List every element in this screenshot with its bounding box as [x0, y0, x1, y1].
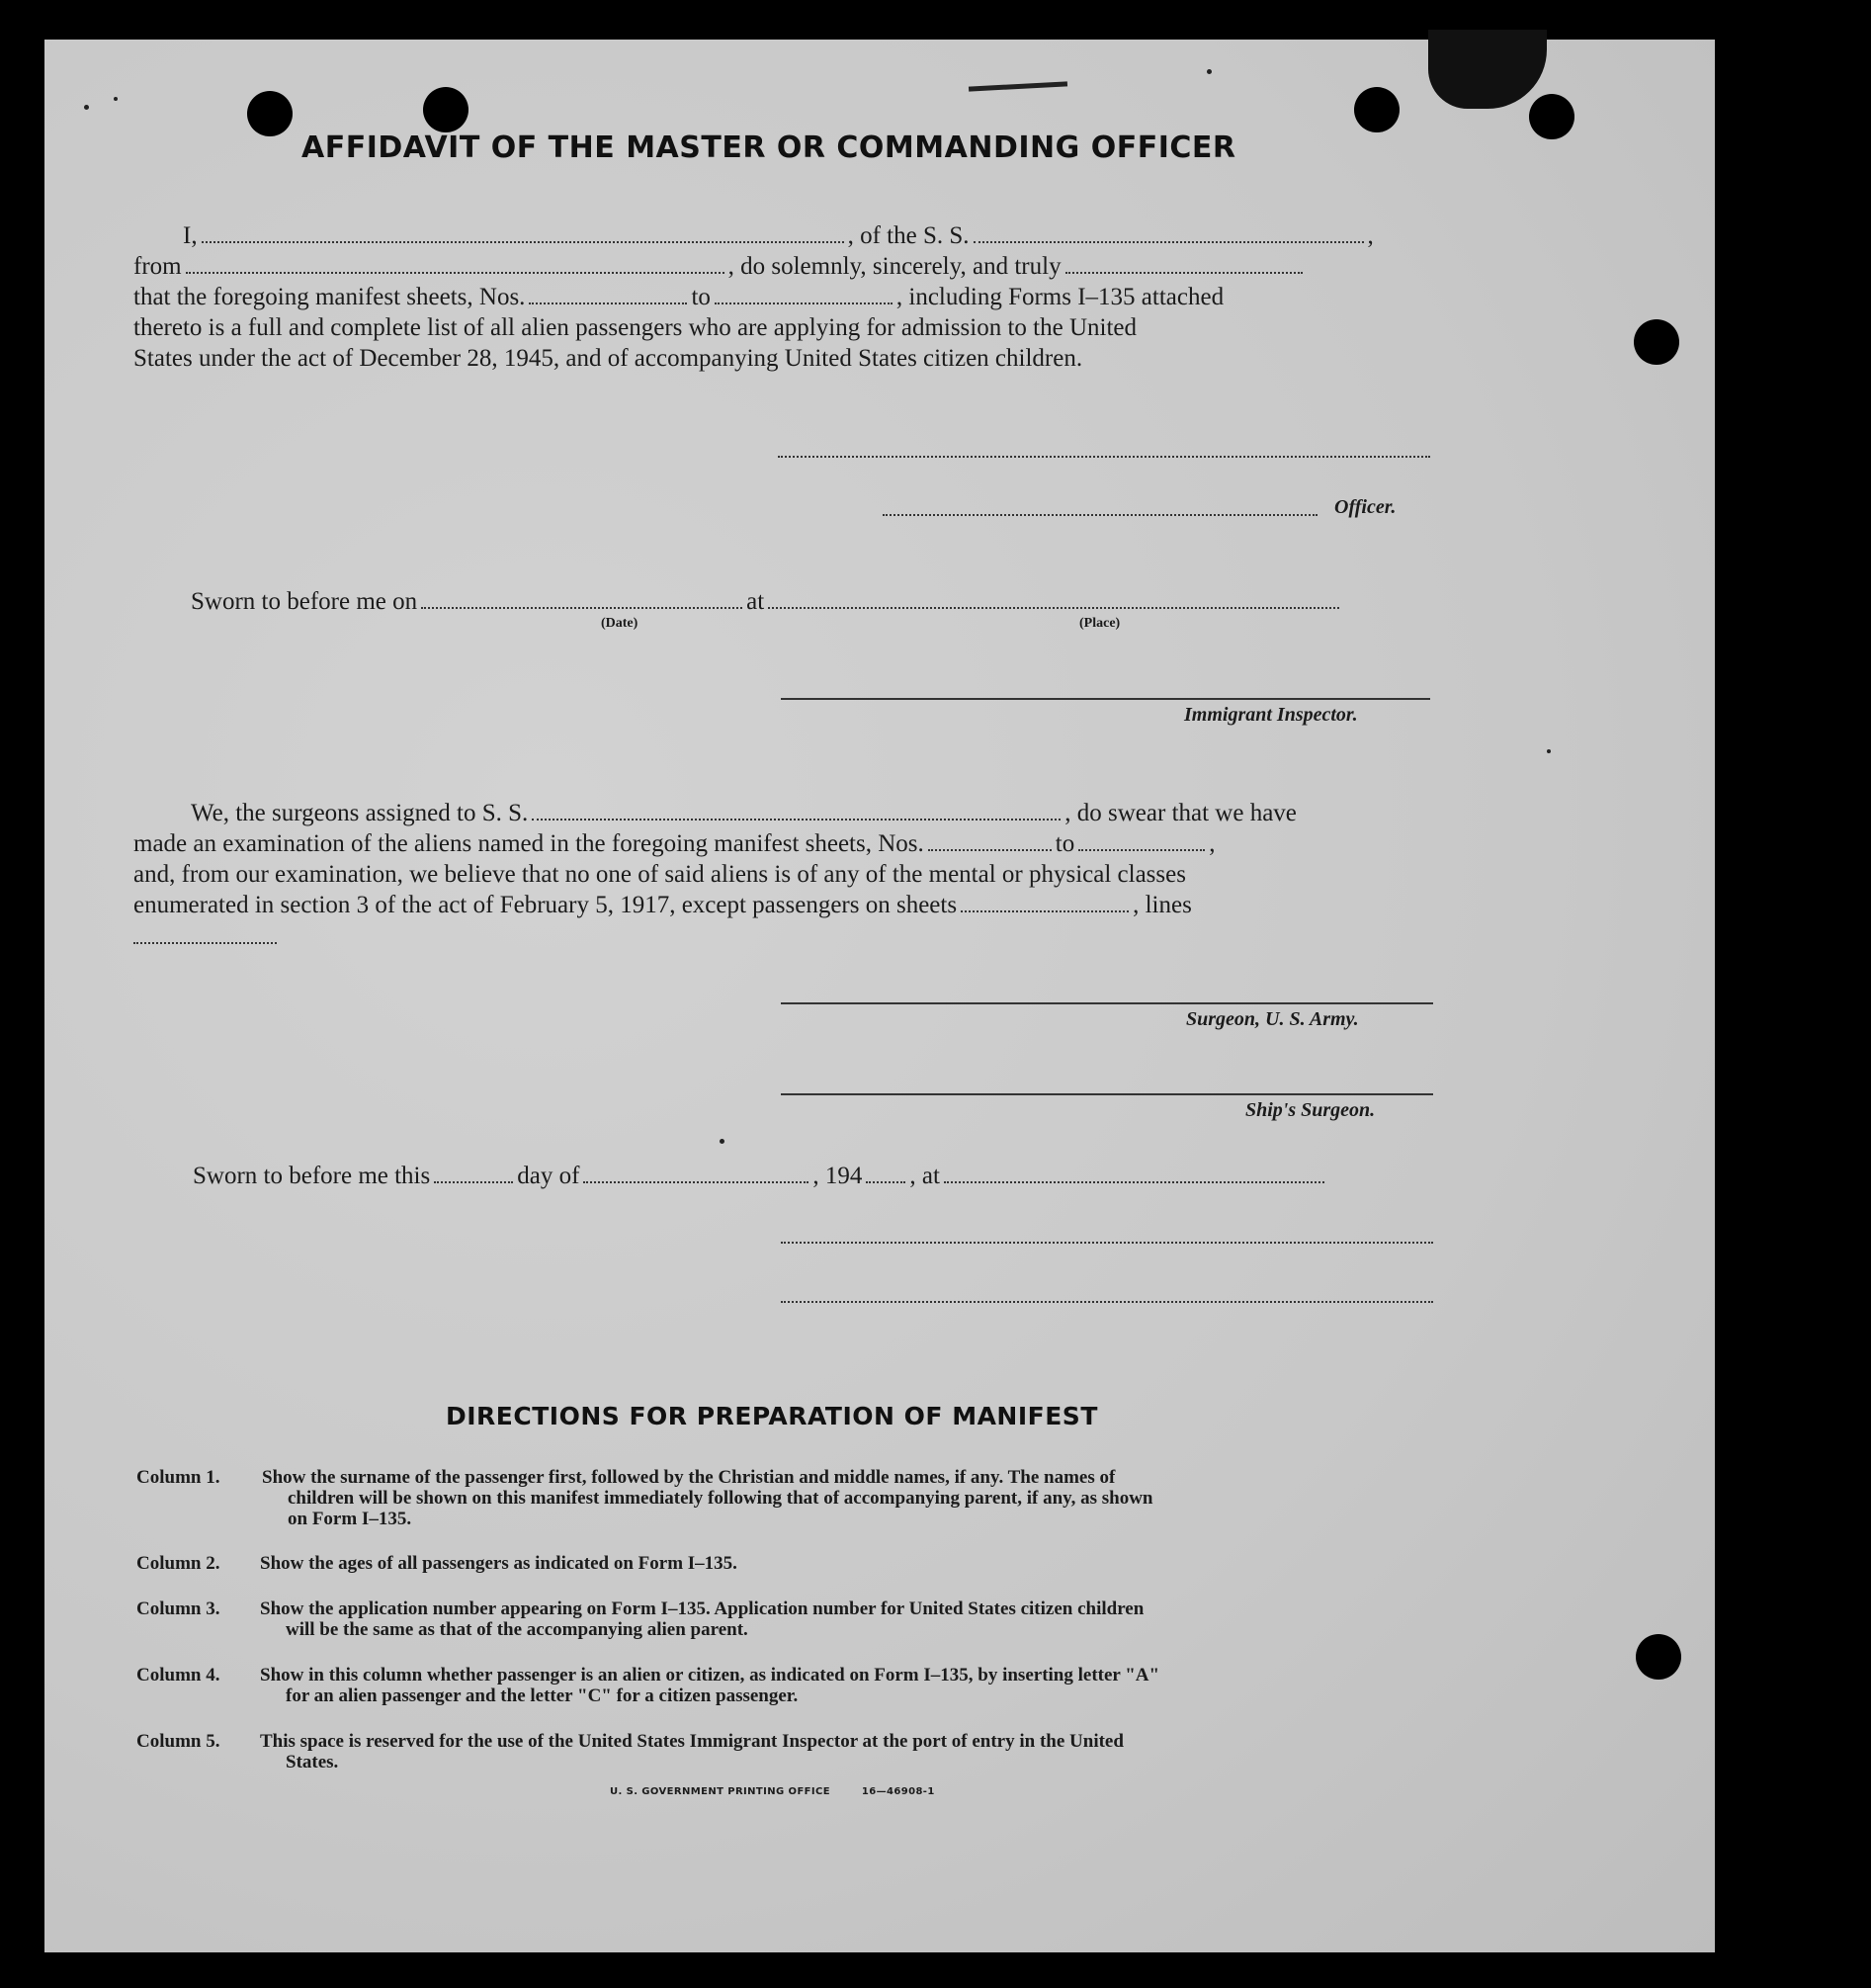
text: , — [1209, 830, 1216, 857]
sworn-signature-line-1 — [781, 1242, 1433, 1244]
nos-from-blank — [529, 285, 687, 304]
direction-label-3: Column 3. — [136, 1599, 220, 1619]
direction-label-5: Column 5. — [136, 1731, 220, 1752]
text: for an alien passenger and the letter "C" for a citizen passenger. — [286, 1685, 799, 1706]
surgeon-nos-from-blank — [928, 831, 1052, 851]
form-sheet — [44, 40, 1715, 1952]
direction-label-1: Column 1. — [136, 1467, 220, 1488]
punch-hole — [1636, 1634, 1681, 1680]
text: to — [1055, 830, 1075, 857]
sworn-date-place — [191, 586, 1343, 617]
month-blank — [583, 1164, 808, 1183]
from-blank — [186, 254, 724, 274]
text: day of — [517, 1163, 580, 1189]
army-surgeon-signature-line — [781, 1002, 1433, 1004]
officer-signature-line — [778, 456, 1430, 458]
text: We, the surgeons assigned to S. S. — [191, 800, 529, 826]
affidavit-line-3 — [133, 282, 1224, 312]
place-caption: (Place) — [1079, 616, 1121, 631]
date-caption: (Date) — [601, 616, 638, 631]
surgeons-line-1 — [191, 798, 1297, 828]
officer-name-line — [883, 514, 1318, 516]
day-blank — [434, 1164, 513, 1183]
text: made an examination of the aliens named in the foregoing manifest sheets, Nos. — [133, 830, 924, 857]
text: , including Forms I–135 attached — [895, 284, 1225, 310]
text: Show the ages of all passengers as indicated on Form I–135. — [260, 1553, 737, 1574]
affidavit-line-4: thereto is a full and complete list of all alien passengers who are applying for admission to the United — [133, 314, 1138, 341]
sworn-day-line — [193, 1161, 1328, 1191]
directions-title: DIRECTIONS FOR PREPARATION OF MANIFEST — [446, 1402, 1098, 1430]
text: that the foregoing manifest sheets, Nos. — [133, 284, 526, 310]
inspector-label: Immigrant Inspector. — [1184, 704, 1358, 726]
place-blank — [768, 589, 1339, 609]
text: , at — [909, 1163, 940, 1189]
direction-text-5 — [260, 1731, 1433, 1772]
affidavit-line-1 — [183, 220, 1374, 251]
speck — [1207, 69, 1212, 74]
text: 16—46908-1 — [861, 1786, 935, 1797]
text: to — [691, 284, 711, 310]
affidavit-line-5: States under the act of December 28, 1945, and of accompanying United States citizen children. — [133, 345, 1083, 372]
direction-text-3 — [260, 1599, 1433, 1640]
text: I, — [183, 222, 198, 249]
text: , do swear that we have — [1064, 800, 1297, 826]
text: States. — [286, 1752, 339, 1772]
nos-to-blank — [715, 285, 893, 304]
surgeons-line-2 — [133, 828, 1215, 859]
speck — [1547, 749, 1551, 753]
text: , do solemnly, sincerely, and truly — [727, 253, 1062, 280]
speck — [720, 1139, 724, 1144]
surgeons-line-4 — [133, 890, 1192, 920]
text: U. S. GOVERNMENT PRINTING OFFICE — [610, 1786, 830, 1797]
text: enumerated in section 3 of the act of February 5, 1917, except passengers on sheets — [133, 892, 958, 918]
text: on Form I–135. — [288, 1509, 412, 1529]
truly-blank — [1065, 254, 1303, 274]
surgeons-line-3: and, from our examination, we believe that no one of said aliens is of any of the mental or physical classes — [133, 861, 1186, 888]
text: at — [746, 588, 765, 615]
ink-dash-mark — [969, 81, 1067, 91]
direction-label-2: Column 2. — [136, 1553, 220, 1574]
text: will be the same as that of the accompanying alien parent. — [286, 1619, 748, 1640]
surgeon-ship-blank — [532, 801, 1061, 821]
text: This space is reserved for the use of the United States Immigrant Inspector at the port of entry in the United — [260, 1731, 1124, 1752]
punch-hole — [423, 87, 468, 132]
sworn-signature-line-2 — [781, 1301, 1433, 1303]
speck — [84, 105, 89, 110]
sheets-blank — [961, 893, 1129, 912]
text: , lines — [1133, 892, 1192, 918]
inspector-signature-line — [781, 698, 1430, 700]
affidavit-title: AFFIDAVIT OF THE MASTER OR COMMANDING OFFICER — [301, 130, 1236, 165]
punch-hole — [1354, 87, 1400, 132]
sworn-place-blank — [944, 1164, 1324, 1183]
direction-label-4: Column 4. — [136, 1665, 220, 1685]
text: Sworn to before me this — [193, 1163, 431, 1189]
affidavit-line-2 — [133, 251, 1307, 282]
punch-hole — [1634, 319, 1679, 365]
text: Show the surname of the passenger first, followed by the Christian and middle names, if any. The names of — [262, 1467, 1116, 1488]
direction-text-1 — [262, 1467, 1433, 1529]
text: Show in this column whether passenger is an alien or citizen, as indicated on Form I–135, by inserting letter "A" — [260, 1665, 1160, 1685]
punch-hole — [1529, 94, 1574, 139]
text: from — [133, 253, 182, 280]
ship-surgeon-signature-line — [781, 1093, 1433, 1095]
text: Show the application number appearing on Form I–135. Application number for United States citizen children — [260, 1599, 1145, 1619]
printer-imprint — [610, 1786, 935, 1797]
name-blank — [202, 223, 844, 243]
text: , 194 — [812, 1163, 863, 1189]
ship-blank — [974, 223, 1364, 243]
lines-blank — [133, 942, 277, 944]
text: , of the S. S. — [847, 222, 970, 249]
direction-text-2 — [260, 1553, 1431, 1574]
year-blank — [866, 1164, 905, 1183]
text: Sworn to before me on — [191, 588, 418, 615]
punch-hole — [247, 91, 293, 136]
surgeon-nos-to-blank — [1078, 831, 1205, 851]
direction-text-4 — [260, 1665, 1433, 1706]
date-blank — [421, 589, 742, 609]
text: , — [1367, 222, 1374, 249]
officer-label: Officer. — [1334, 496, 1397, 518]
text: children will be shown on this manifest immediately following that of accompanying parent, if any, as shown — [288, 1488, 1153, 1509]
torn-corner-mark — [1428, 30, 1547, 109]
army-surgeon-label: Surgeon, U. S. Army. — [1186, 1008, 1359, 1030]
ship-surgeon-label: Ship's Surgeon. — [1245, 1099, 1376, 1121]
speck — [114, 97, 118, 101]
